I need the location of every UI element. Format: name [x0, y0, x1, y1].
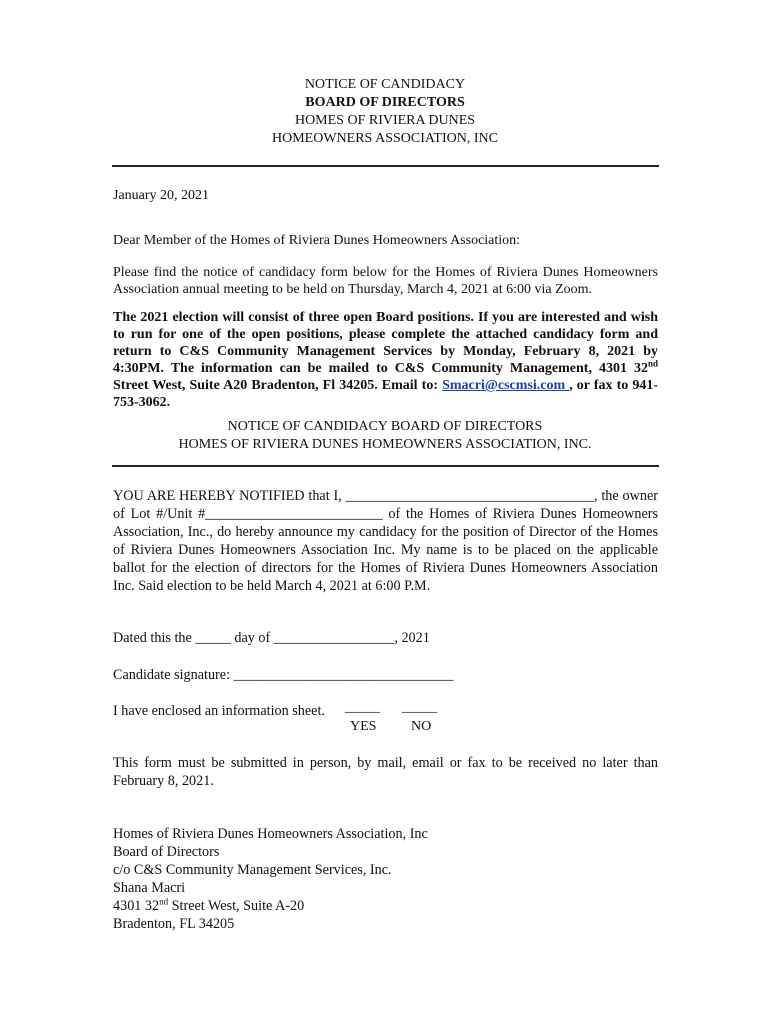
header-org-line1: HOMES OF RIVIERA DUNES	[294, 113, 476, 128]
email-link[interactable]: Smacri@cscmsi.com	[442, 378, 570, 393]
header-org-line2: HOMEOWNERS ASSOCIATION, INC	[272, 131, 498, 146]
signature-line: Candidate signature: _______________________________	[113, 667, 454, 683]
candidacy-notice: YOU ARE HEREBY NOTIFIED that I, ___________________________________, the owner of Lot #/Unit #_________________________ of the Homes of Riviera Dunes Homeowners Association, Inc., do hereby announce my candidacy for the position of Director of the Homes of Riviera Dunes Homeowners Association Inc. My name is to be placed on the applicable ballot for the election of directors for the Homes of Riviera Dunes Homeowners Association Inc. Said election to be held March 4, 2021 at 6:00 P.M.	[113, 488, 658, 594]
no-label: NO	[411, 719, 432, 734]
address-line3: c/o C&S Community Management Services, Inc.	[113, 862, 392, 878]
address-line6: Bradenton, FL 34205	[113, 916, 235, 932]
enclosed-line	[113, 702, 658, 720]
election-text-2: Street West, Suite A20 Bradenton, Fl 34205. Email to:	[113, 378, 443, 393]
dated-line: Dated this the _____ day of _________________, 2021	[113, 630, 430, 646]
address-line2: Board of Directors	[113, 844, 220, 860]
election-ordinal-sup: nd	[647, 358, 658, 369]
mailing-address	[113, 825, 658, 933]
election-text-1: The 2021 election will consist of three open Board positions. If you are interested and wish to run for one of the open positions, please complete the attached candidacy form and return to C&S Community Management Services by Monday, February 8, 2021 by 4:30PM. The information can be mailed to C&S Community Management, 4301 32	[113, 310, 658, 376]
header-block	[0, 76, 770, 148]
letter-election-notice	[113, 309, 658, 411]
deadline-notice: This form must be submitted in person, by mail, email or fax to be received no later than February 8, 2021.	[113, 755, 658, 789]
header-divider	[112, 165, 659, 167]
enclosed-text: I have enclosed an information sheet.	[113, 703, 325, 719]
yes-label: YES	[350, 719, 377, 734]
letter-date: January 20, 2021	[113, 188, 210, 203]
address-line4: Shana Macri	[113, 880, 186, 896]
address-street-rest: Street West, Suite A-20	[168, 898, 305, 914]
address-line5	[113, 897, 658, 915]
address-line1: Homes of Riviera Dunes Homeowners Association, Inc	[113, 826, 428, 842]
address-ordinal-sup: nd	[159, 896, 169, 907]
header-title: NOTICE OF CANDIDACY	[304, 77, 466, 92]
form-title-line1: NOTICE OF CANDIDACY BOARD OF DIRECTORS	[227, 419, 543, 434]
header-subtitle: BOARD OF DIRECTORS	[305, 95, 465, 110]
form-title-line2: HOMES OF RIVIERA DUNES HOMEOWNERS ASSOCIATION, INC.	[178, 437, 592, 452]
form-title-block	[0, 418, 770, 454]
form-divider	[112, 465, 659, 467]
address-street-number: 4301 32	[113, 898, 160, 914]
election-text-3: , or fax to 941-753-3062.	[113, 378, 658, 410]
letter-salutation: Dear Member of the Homes of Riviera Dunes Homeowners Association:	[113, 233, 521, 248]
no-blank[interactable]: _____	[402, 700, 437, 715]
yes-blank[interactable]: _____	[345, 700, 380, 715]
letter-intro: Please find the notice of candidacy form below for the Homes of Riviera Dunes Homeowners Association annual meeting to be held on Thursday, March 4, 2021 at 6:00 via Zoom.	[113, 265, 658, 297]
